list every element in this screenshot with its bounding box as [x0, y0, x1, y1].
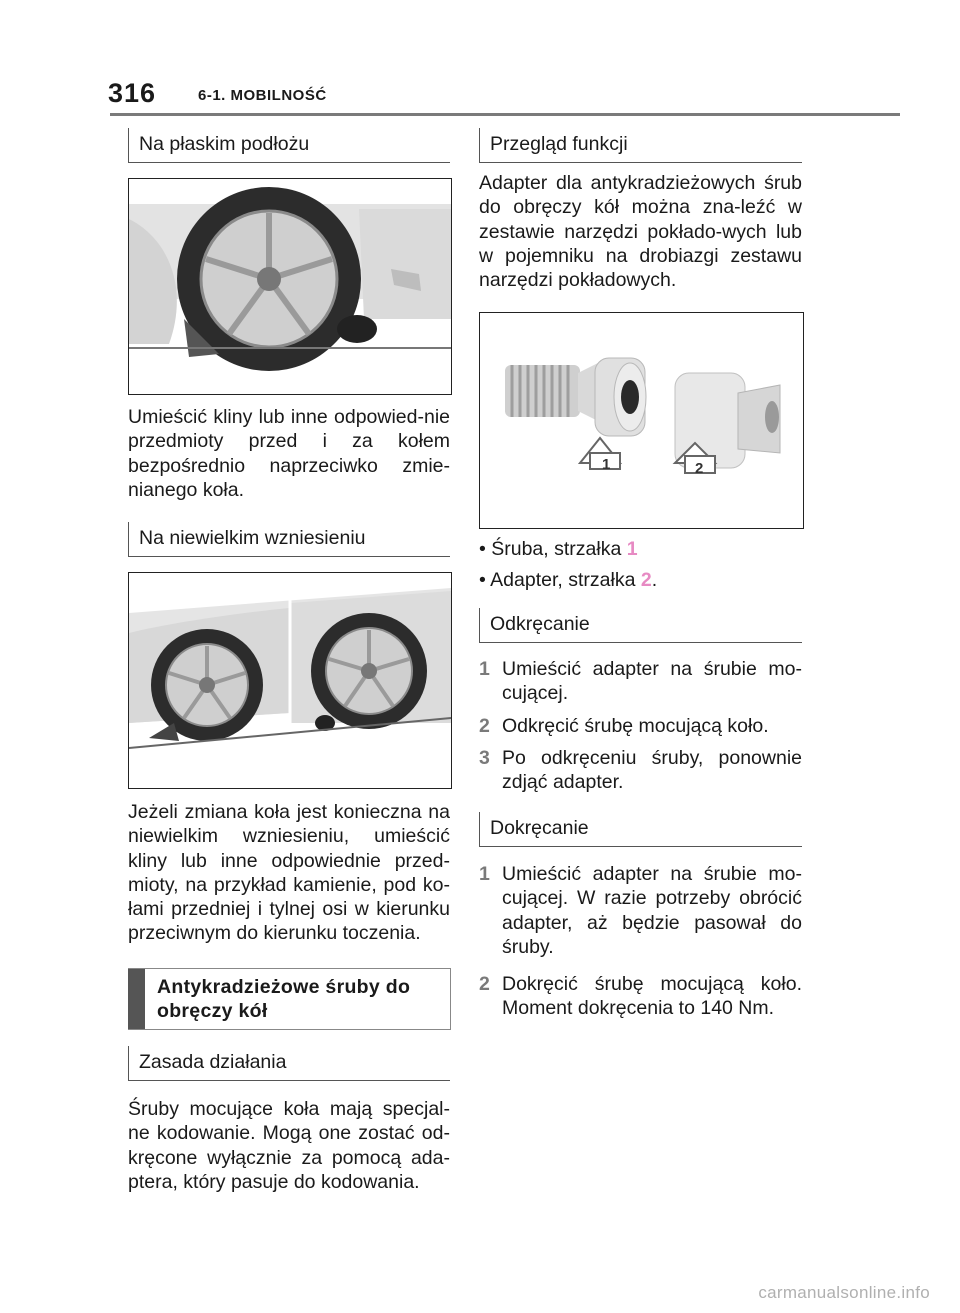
arrow-number-1: 1 — [626, 538, 638, 560]
section-bar — [128, 969, 145, 1029]
paragraph-overview: Adapter dla antykradzieżowych śrub do obręczy kół można zna-leźć w zestawie narzędzi pokłado-wych lub w pojemniku na drobiazgi zestawu narzędzi pokładowych. — [479, 172, 802, 292]
step-tighten-1: 1 Umieścić adapter na śrubie mo-cującej. W razie potrzeby obrócić adapter, aż będzie pasował do śruby. — [479, 863, 802, 958]
paragraph-principle: Śruby mocujące koła mają specjal-ne kodowanie. Mogą one zostać od-kręcone wyłącznie za pomocą ada-ptera, który pasuje do kodowania. — [128, 1098, 450, 1193]
paragraph-flat-ground: Umieścić kliny lub inne odpowied-nie przedmioty przed i za kołem bezpośrednio naprzeciwko zmie-nianego koła. — [128, 406, 450, 501]
photo-jack-incline — [128, 572, 452, 789]
step-unscrew-3: 3 Po odkręceniu śruby, ponownie zdjąć adapter. — [479, 747, 802, 794]
figure-label-2: 2 — [695, 460, 704, 477]
subheading-unscrewing: Odkręcanie — [479, 608, 802, 643]
paragraph-incline: Jeżeli zmiana koła jest konieczna na niewielkim wzniesieniu, umieścić kliny lub inne odpowiednie przed-mioty, na przykład kamienie, pod ko-łami przedniej i tylnej osi w kierunku przeciwnym do kierunku toczenia. — [128, 801, 450, 945]
step-unscrew-1: 1 Umieścić adapter na śrubie mo-cującej. — [479, 658, 802, 705]
bullet-adapter: • Adapter, strzałka 2. — [479, 569, 658, 591]
subheading-overview: Przegląd funkcji — [479, 128, 802, 163]
watermark: carmanualsonline.info — [758, 1283, 930, 1302]
car-wheels-incline-illustration — [129, 573, 451, 788]
car-wheel-illustration — [129, 179, 451, 394]
figure-bolt-adapter — [479, 312, 804, 529]
section-title: Antykradzieżowe śruby do obręczy kół — [157, 976, 411, 1022]
subheading-flat-ground: Na płaskim podłożu — [128, 128, 450, 163]
subheading-tightening: Dokręcanie — [479, 812, 802, 847]
figure-label-1: 1 — [602, 456, 611, 473]
page-number: 316 — [108, 78, 157, 108]
chapter-title: 6-1. MOBILNOŚĆ — [198, 87, 327, 104]
bullet-bolt: • Śruba, strzałka 1 — [479, 538, 638, 560]
subheading-slight-incline: Na niewielkim wzniesieniu — [128, 522, 450, 557]
photo-jack-flat-ground — [128, 178, 452, 395]
step-unscrew-2: 2 Odkręcić śrubę mocującą koło. — [479, 715, 769, 737]
arrow-number-2: 2 — [640, 569, 652, 591]
header-rule — [110, 113, 900, 116]
bolt-and-adapter-illustration — [480, 313, 803, 528]
subheading-principle: Zasada działania — [128, 1046, 450, 1081]
section-header-antitheft-bolts — [128, 968, 451, 1030]
step-tighten-2: 2 Dokręcić śrubę mocującą koło. Moment dokręcenia to 140 Nm. — [479, 973, 802, 1020]
